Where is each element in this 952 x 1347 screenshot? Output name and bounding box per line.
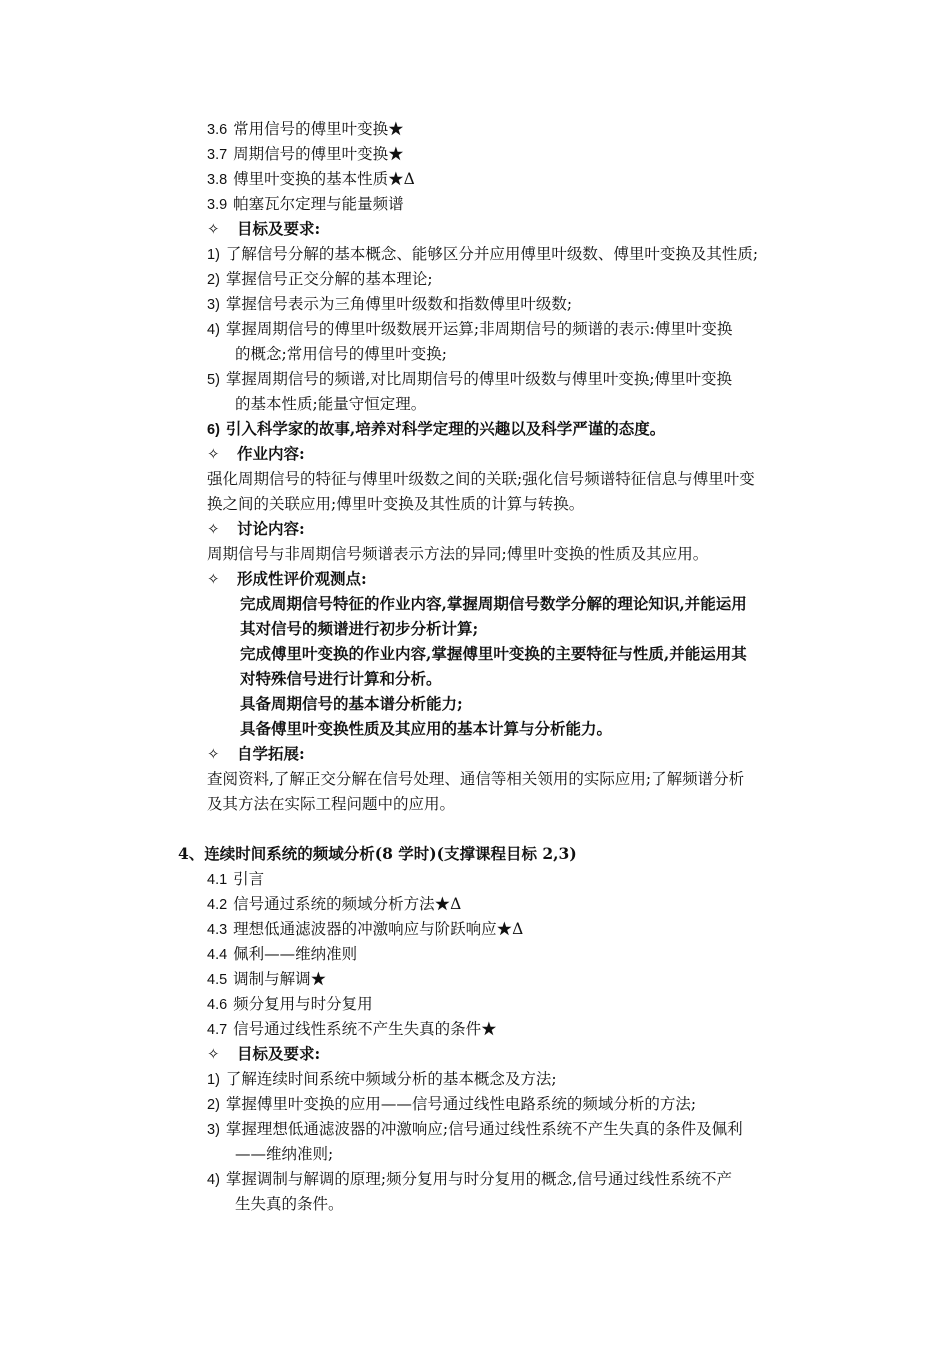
sec-3-6: 3.6 常用信号的傅里叶变换★ — [207, 120, 404, 138]
goal-3-4-cont: 的概念;常用信号的傅里叶变换; — [235, 345, 447, 363]
diamond-bullet-icon: ✧ — [207, 220, 220, 238]
sec-3-9: 3.9 帕塞瓦尔定理与能量频谱 — [207, 195, 404, 213]
assessment-4: 具备傅里叶变换性质及其应用的基本计算与分析能力。 — [240, 719, 613, 738]
sec-4-7: 4.7 信号通过线性系统不产生失真的条件★ — [207, 1020, 497, 1038]
goals-heading-4: ✧ 目标及要求: — [207, 1044, 321, 1063]
assessment-heading: ✧ 形成性评价观测点: — [207, 569, 367, 588]
goals-heading-3: ✧ 目标及要求: — [207, 219, 321, 238]
goal-4-2: 2) 掌握傅里叶变换的应用——信号通过线性电路系统的频域分析的方法; — [207, 1095, 697, 1113]
sec-4-2: 4.2 信号通过系统的频域分析方法★Δ — [207, 895, 462, 913]
goal-3-2: 2) 掌握信号正交分解的基本理论; — [207, 270, 433, 288]
goal-4-1: 1) 了解连续时间系统中频域分析的基本概念及方法; — [207, 1070, 557, 1088]
selfstudy-text-1: 查阅资料,了解正交分解在信号处理、通信等相关领用的实际应用;了解频谱分析 — [207, 770, 745, 788]
assessment-2b: 对特殊信号进行计算和分析。 — [240, 669, 442, 688]
goal-4-3: 3) 掌握理想低通滤波器的冲激响应;信号通过线性系统不产生失真的条件及佩利 — [207, 1120, 743, 1138]
chapter-4-heading: 4、连续时间系统的频域分析(8 学时)(支撑课程目标 2,3) — [178, 844, 577, 863]
goal-4-4-cont: 生失真的条件。 — [235, 1195, 344, 1213]
diamond-bullet-icon: ✧ — [207, 745, 220, 763]
diamond-bullet-icon: ✧ — [207, 445, 220, 463]
goal-4-3-cont: ——维纳准则; — [235, 1145, 334, 1163]
sec-3-8: 3.8 傅里叶变换的基本性质★Δ — [207, 170, 415, 188]
sec-3-7: 3.7 周期信号的傅里叶变换★ — [207, 145, 404, 163]
sec-4-4: 4.4 佩利——维纳准则 — [207, 945, 358, 963]
homework-text-1: 强化周期信号的特征与傅里叶级数之间的关联;强化信号频谱特征信息与傅里叶变 — [207, 470, 755, 488]
goal-3-6: 6) 引入科学家的故事,培养对科学定理的兴趣以及科学严谨的态度。 — [207, 419, 666, 438]
goal-3-4: 4) 掌握周期信号的傅里叶级数展开运算;非周期信号的频谱的表示:傅里叶变换 — [207, 320, 733, 338]
discussion-text: 周期信号与非周期信号频谱表示方法的异同;傅里叶变换的性质及其应用。 — [207, 545, 709, 563]
goal-3-5: 5) 掌握周期信号的频谱,对比周期信号的傅里叶级数与傅里叶变换;傅里叶变换 — [207, 370, 733, 388]
assessment-1b: 其对信号的频谱进行初步分析计算; — [240, 619, 479, 638]
assessment-3: 具备周期信号的基本谱分析能力; — [240, 694, 463, 713]
goal-3-1: 1) 了解信号分解的基本概念、能够区分并应用傅里叶级数、傅里叶变换及其性质; — [207, 245, 759, 263]
diamond-bullet-icon: ✧ — [207, 570, 220, 588]
homework-text-2: 换之间的关联应用;傅里叶变换及其性质的计算与转换。 — [207, 495, 585, 513]
diamond-bullet-icon: ✧ — [207, 1045, 220, 1063]
sec-4-5: 4.5 调制与解调★ — [207, 970, 327, 988]
homework-heading: ✧ 作业内容: — [207, 444, 305, 463]
assessment-1a: 完成周期信号特征的作业内容,掌握周期信号数学分解的理论知识,并能运用 — [240, 594, 747, 613]
discussion-heading: ✧ 讨论内容: — [207, 519, 305, 538]
selfstudy-heading: ✧ 自学拓展: — [207, 744, 305, 763]
diamond-bullet-icon: ✧ — [207, 520, 220, 538]
sec-4-3: 4.3 理想低通滤波器的冲激响应与阶跃响应★Δ — [207, 920, 524, 938]
selfstudy-text-2: 及其方法在实际工程问题中的应用。 — [207, 795, 456, 813]
goal-3-3: 3) 掌握信号表示为三角傅里叶级数和指数傅里叶级数; — [207, 295, 573, 313]
assessment-2a: 完成傅里叶变换的作业内容,掌握傅里叶变换的主要特征与性质,并能运用其 — [240, 644, 747, 663]
goal-3-5-cont: 的基本性质;能量守恒定理。 — [235, 395, 427, 413]
sec-4-6: 4.6 频分复用与时分复用 — [207, 995, 373, 1013]
goal-4-4: 4) 掌握调制与解调的原理;频分复用与时分复用的概念,信号通过线性系统不产 — [207, 1170, 733, 1188]
sec-4-1: 4.1 引言 — [207, 870, 265, 888]
